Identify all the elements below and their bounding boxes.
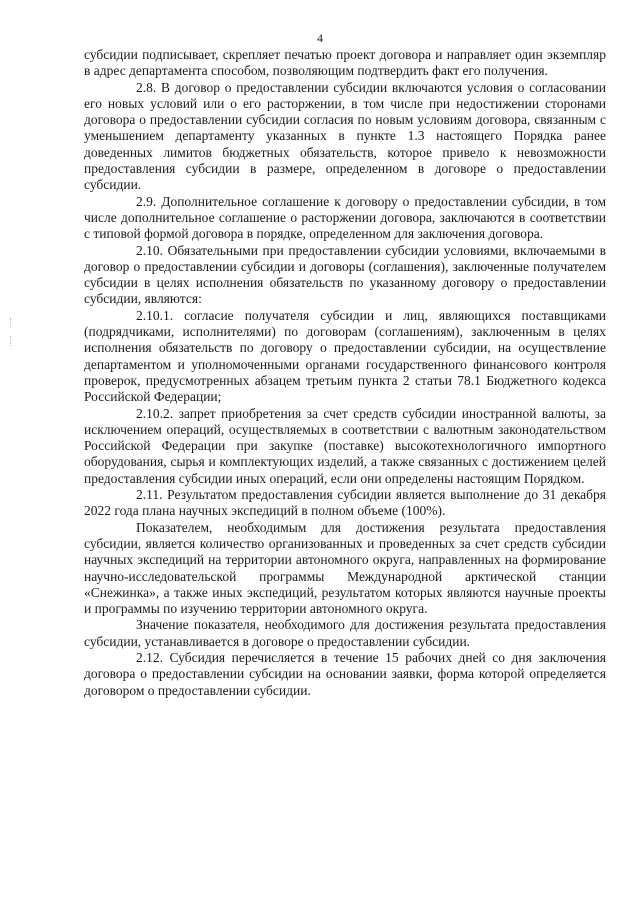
paragraph-2-8: 2.8. В договор о предоставлении субсидии включаются условия о согласовании его новых условий или о его расторжении, в том числе при недостижении сторонами договора о предоставлении субсидии согласия по новым условиям договора, связанным с уменьшением департаменту указанных в пункте 1.3 настоящего Порядка ранее доведенных лимитов бюджетных обязательств, которое привело к невозможности предоставления субсидии в размере, определенном в договоре о предоставлении субсидии. — [84, 79, 606, 193]
paragraph-2-12: 2.12. Субсидия перечисляется в течение 15 рабочих дней со дня заключения договора о предоставлении субсидии на основании заявки, форма которой определяется договором о предоставлении субсидии. — [84, 649, 606, 698]
margin-scan-mark — [10, 318, 13, 328]
paragraph-continuation: субсидии подписывает, скрепляет печатью проект договора и направляет один экземпляр в адрес департамента способом, позволяющим подтвердить факт его получения. — [84, 47, 606, 79]
paragraph-2-11: 2.11. Результатом предоставления субсидии является выполнение до 31 декабря 2022 года плана научных экспедиций в полном объеме (100%). — [84, 487, 606, 519]
paragraph-indicator: Показателем, необходимым для достижения результата предоставления субсидии, является количество организованных и проведенных за счет средств субсидии научных экспедиций на территории автономного округа, направленных на формирование научно-исследовательской программы Международной арктической станции «Снежинка», а также иных экспедиций, результатом которых являются научные проекты и программы по изучению территории автономного округа. — [84, 519, 606, 617]
page-number: 4 — [317, 31, 323, 45]
paragraph-2-9: 2.9. Дополнительное соглашение к договору о предоставлении субсидии, в том числе дополнительное соглашение о расторжении договора, заключаются в соответствии с типовой формой договора в порядке, определенном для заключения договора. — [84, 193, 606, 242]
paragraph-indicator-value: Значение показателя, необходимого для достижения результата предоставления субсидии, устанавливается в договоре о предоставлении субсидии. — [84, 617, 606, 649]
paragraph-2-10-2: 2.10.2. запрет приобретения за счет средств субсидии иностранной валюты, за исключением операций, осуществляемых в соответствии с валютным законодательством Российской Федерации при закупке (поставке) высокотехнологичного импортного оборудования, сырья и комплектующих изделий, а также связанных с достижением целей предоставления субсидии иных операций, если они определены настоящим Порядком. — [84, 405, 606, 486]
margin-scan-mark — [10, 336, 13, 346]
document-body — [84, 47, 606, 699]
paragraph-2-10-1: 2.10.1. согласие получателя субсидии и лиц, являющихся поставщиками (подрядчиками, исполнителями) по договорам (соглашениям), заключенным в целях исполнения обязательств по договору о предоставлении субсидии, на осуществление департаментом и уполномоченными органами государственного финансового контроля проверок, предусмотренных абзацем третьим пункта 2 статьи 78.1 Бюджетного кодекса Российской Федерации; — [84, 307, 606, 405]
paragraph-2-10: 2.10. Обязательными при предоставлении субсидии условиями, включаемыми в договор о предоставлении субсидии и договоры (соглашения), заключенные получателем субсидии в целях исполнения обязательств по указанному договору о предоставлении субсидии, являются: — [84, 242, 606, 307]
